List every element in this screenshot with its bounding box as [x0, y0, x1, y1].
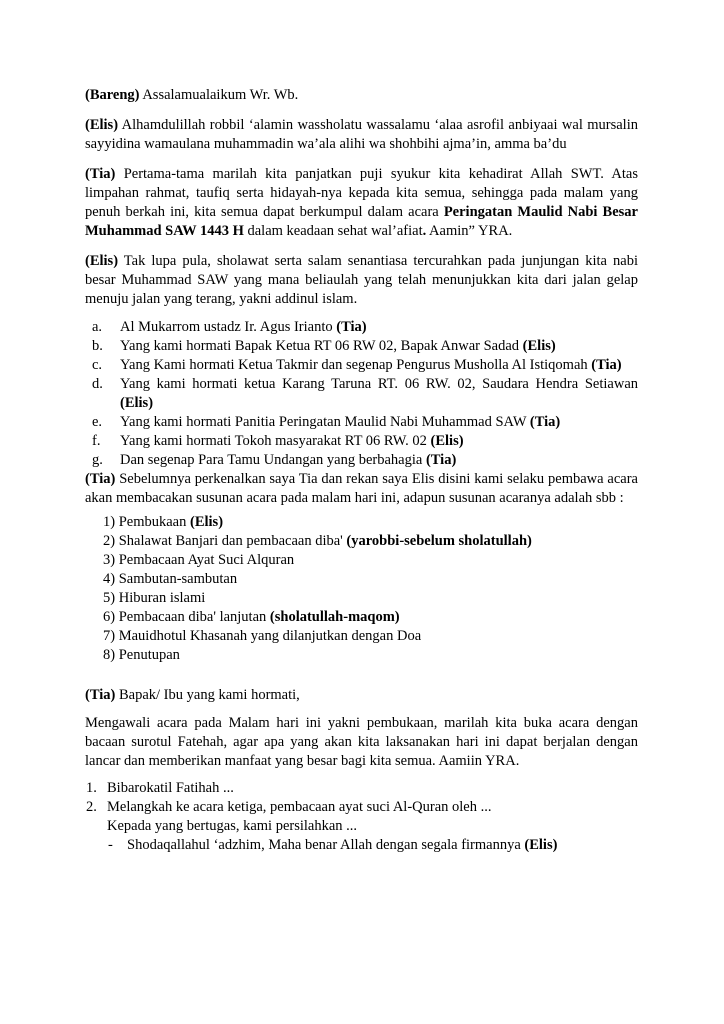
list-marker: 4) [103, 571, 116, 587]
speaker-tag: (Tia) [425, 452, 457, 468]
paragraph-intro-mc [85, 470, 638, 508]
honoree-item-c [85, 356, 638, 375]
agenda-item-1 [85, 513, 638, 532]
honoree-text: Yang Kami hormati Ketua Takmir dan segenap Pengurus Musholla Al Istiqomah [120, 357, 592, 373]
list-marker: a. [92, 319, 103, 335]
honoree-item-b [85, 337, 638, 356]
speaker-tag-tia: (Tia) [85, 471, 116, 487]
closing-list [85, 779, 638, 855]
list-marker: 1. [86, 780, 97, 796]
paragraph-sholawat [85, 252, 638, 309]
closing-sub-text: Shodaqallahul ‘adzhim, Maha benar Allah dengan segala firmannya [127, 837, 525, 853]
agenda-list [85, 513, 638, 665]
list-marker: b. [92, 338, 103, 354]
salam-text: Assalamualaikum Wr. Wb. [139, 87, 299, 103]
list-marker: 3) [103, 552, 116, 568]
puji-text-2: dalam keadaan sehat wal’afiat [243, 223, 423, 239]
agenda-text: Mauidhotul Khasanah yang dilanjutkan dengan Doa [118, 628, 422, 644]
event-title-bold: Peringatan Maulid Nabi Besar Muhammad SAW 1443 H [85, 204, 638, 239]
agenda-text: Pembacaan diba' lanjutan [118, 609, 270, 625]
speaker-tag-bareng: (Bareng) [85, 87, 140, 103]
list-marker: 2) [103, 533, 116, 549]
agenda-item-6 [85, 608, 638, 627]
list-marker: 7) [103, 628, 116, 644]
speaker-tag: (Elis) [430, 433, 464, 449]
paragraph-salam [85, 86, 638, 105]
list-marker: 6) [103, 609, 116, 625]
list-marker: 2. [86, 799, 97, 815]
honoree-text: Al Mukarrom ustadz Ir. Agus Irianto [120, 319, 337, 335]
paragraph-puji-syukur [85, 165, 638, 241]
hamdalah-text: Alhamdulillah robbil ‘alamin wassholatu wassalamu ‘alaa asrofil anbiyaai wal mursalin sayyidina wamaulana muhammadin wa’ala alihi wa shohbihi ajma’in, amma ba’du [85, 117, 638, 152]
speaker-tag-tia: (Tia) [85, 687, 116, 703]
honoree-text: Yang kami hormati Tokoh masyarakat RT 06 RW. 02 [120, 433, 431, 449]
honoree-text: Yang kami hormati Panitia Peringatan Maulid Nabi Muhammad SAW [120, 414, 530, 430]
agenda-item-3 [85, 551, 638, 570]
agenda-text: Penutupan [118, 647, 180, 663]
agenda-text: Shalawat Banjari dan pembacaan diba' [118, 533, 347, 549]
agenda-item-5 [85, 589, 638, 608]
honoree-item-f [85, 432, 638, 451]
paragraph-pembukaan [85, 714, 638, 771]
agenda-text: Hiburan islami [118, 590, 206, 606]
paragraph-hamdalah [85, 116, 638, 154]
address-text: Bapak/ Ibu yang kami hormati, [115, 687, 300, 703]
list-marker: f. [92, 433, 101, 449]
honoree-item-d [85, 375, 638, 413]
closing-item-2 [85, 798, 638, 855]
honoree-text: Yang kami hormati Bapak Ketua RT 06 RW 02, Bapak Anwar Sadad [120, 338, 523, 354]
pembukaan-text: Mengawali acara pada Malam hari ini yakni pembukaan, marilah kita buka acara dengan bacaan surotul Fatehah, agar apa yang akan kita laksanakan hari ini dapat berjalan dengan lancar dan memberikan manfaat yang besar bagi kita semua. Aamiin YRA. [85, 715, 638, 769]
sholawat-text: Tak lupa pula, sholawat serta salam senantiasa tercurahkan pada junjungan kita nabi besar Muhammad SAW yang mana beliaulah yang telah menunjukkan kita dari jalan gelap menuju jalan yang terang, yakni addinul islam. [85, 253, 638, 307]
agenda-text: Pembacaan Ayat Suci Alquran [118, 552, 295, 568]
agenda-item-7 [85, 627, 638, 646]
honoree-text: Yang kami hormati ketua Karang Taruna RT. 06 RW. 02, Saudara Hendra Setiawan [120, 376, 638, 392]
closing-item-1 [85, 779, 638, 798]
bold-period: . [422, 223, 427, 239]
closing-text: Bibarokatil Fatihah ... [107, 780, 234, 796]
list-marker: d. [92, 376, 103, 392]
list-marker: 5) [103, 590, 116, 606]
puji-text-3: Aamin” YRA. [426, 223, 513, 239]
agenda-item-4 [85, 570, 638, 589]
agenda-note-bold: (yarobbi-sebelum sholatullah) [346, 533, 532, 549]
agenda-note-bold: (sholatullah-maqom) [269, 609, 400, 625]
list-marker: e. [92, 414, 103, 430]
dash-marker: - [108, 837, 113, 853]
speaker-tag: (Tia) [336, 319, 367, 335]
list-marker: c. [92, 357, 103, 373]
puji-text-1: Pertama-tama marilah kita panjatkan puji syukur kita kehadirat Allah SWT. Atas limpahan rahmat, taufiq serta hidayah-nya kepada kita semua, sehingga pada malam yang penuh berkah ini, kita semua dapat berkumpul dalam acara [85, 166, 638, 220]
speaker-tag: (Elis) [522, 338, 556, 354]
closing-line-2: Kepada yang bertugas, kami persilahkan ... [107, 818, 358, 834]
closing-subitem [107, 836, 638, 855]
honoree-item-a [85, 318, 638, 337]
honorees-list [85, 318, 638, 470]
speaker-tag-elis: (Elis) [85, 117, 119, 133]
speaker-tag: (Elis) [120, 395, 154, 411]
agenda-item-2 [85, 532, 638, 551]
agenda-text: Sambutan-sambutan [118, 571, 238, 587]
honoree-item-e [85, 413, 638, 432]
closing-line-1: Melangkah ke acara ketiga, pembacaan ayat suci Al-Quran oleh ... [107, 799, 492, 815]
speaker-tag: (Tia) [529, 414, 561, 430]
list-marker: 1) [103, 514, 116, 530]
agenda-text: Pembukaan [118, 514, 190, 530]
speaker-tag-elis: (Elis) [524, 837, 558, 853]
paragraph-address [85, 686, 638, 705]
speaker-tag: (Tia) [591, 357, 622, 373]
speaker-tag-tia: (Tia) [85, 166, 116, 182]
speaker-tag-elis: (Elis) [85, 253, 119, 269]
agenda-item-8 [85, 646, 638, 665]
list-marker: g. [92, 452, 103, 468]
agenda-note-bold: (Elis) [190, 514, 224, 530]
list-marker: 8) [103, 647, 116, 663]
honoree-text: Dan segenap Para Tamu Undangan yang berbahagia [120, 452, 426, 468]
honoree-item-g [85, 451, 638, 470]
intro-text: Sebelumnya perkenalkan saya Tia dan rekan saya Elis disini kami selaku pembawa acara akan membacakan susunan acara pada malam hari ini, adapun susunan acaranya adalah sbb : [85, 471, 638, 506]
